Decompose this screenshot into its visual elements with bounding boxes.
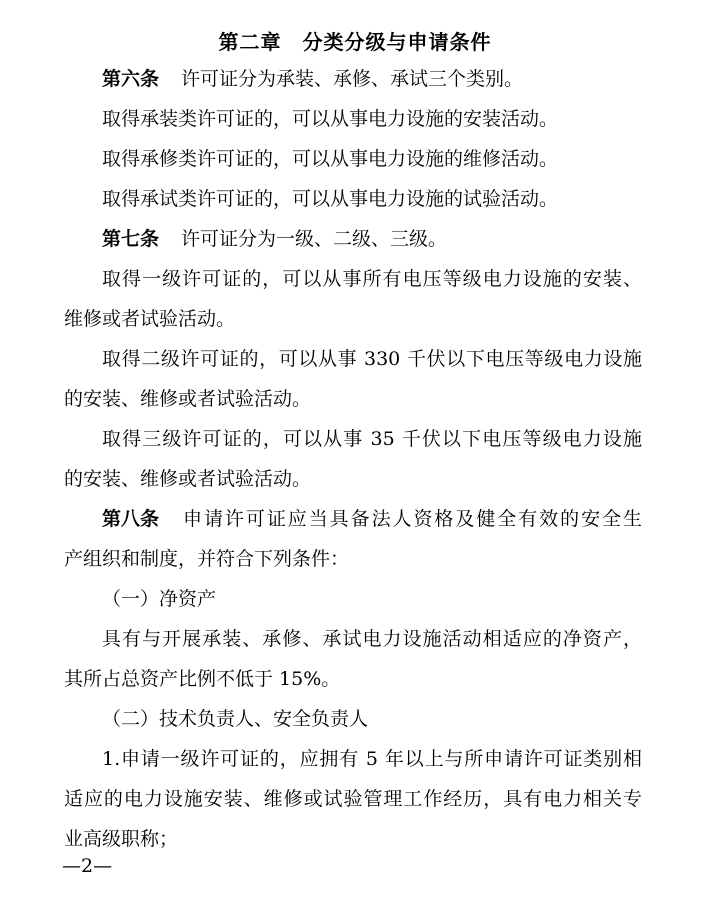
article-8-item-1-heading: （一）净资产 — [102, 588, 217, 610]
page-number: —2— — [62, 855, 113, 877]
article-7-paragraph-2-line-2: 的安装、维修或者试验活动。 — [64, 388, 312, 410]
article-6-paragraph-2: 取得承修类许可证的，可以从事电力设施的维修活动。 — [102, 148, 559, 170]
article-7-line — [102, 225, 447, 253]
article-6-paragraph-1: 取得承装类许可证的，可以从事电力设施的安装活动。 — [102, 108, 559, 130]
article-7-paragraph-1-line-2: 维修或者试验活动。 — [64, 308, 236, 330]
article-8-item-2-heading: （二）技术负责人、安全负责人 — [102, 708, 369, 730]
article-8-item-2-line-1: 1.申请一级许可证的，应拥有 5 年以上与所申请许可证类别相 — [102, 748, 642, 770]
article-7-paragraph-1-line-1: 取得一级许可证的，可以从事所有电压等级电力设施的安装、 — [102, 268, 642, 290]
article-6-line — [102, 65, 523, 93]
article-8-item-2-line-3: 业高级职称； — [64, 828, 179, 850]
article-8-item-1-line-2: 其所占总资产比例不低于 15%。 — [64, 668, 341, 690]
article-7-paragraph-3-line-2: 的安装、维修或者试验活动。 — [64, 468, 312, 490]
article-6-paragraph-3: 取得承试类许可证的，可以从事电力设施的试验活动。 — [102, 188, 559, 210]
article-6-label: 第六条 — [102, 68, 160, 90]
article-8-label: 第八条 — [102, 508, 160, 530]
article-6-text: 许可证分为承装、承修、承试三个类别。 — [181, 68, 524, 90]
article-7-label: 第七条 — [102, 228, 160, 250]
article-8-item-2-line-2: 适应的电力设施安装、维修或试验管理工作经历，具有电力相关专 — [64, 788, 642, 810]
chapter-title: 第二章 分类分级与申请条件 — [218, 30, 492, 54]
article-7-paragraph-3-line-1: 取得三级许可证的，可以从事 35 千伏以下电压等级电力设施 — [102, 428, 642, 450]
article-7-paragraph-2-line-1: 取得二级许可证的，可以从事 330 千伏以下电压等级电力设施 — [102, 348, 642, 370]
article-8-text-line-1: 申请许可证应当具备法人资格及健全有效的安全生 — [183, 508, 642, 530]
article-8-item-1-line-1: 具有与开展承装、承修、承试电力设施活动相适应的净资产， — [102, 628, 642, 650]
article-7-text: 许可证分为一级、二级、三级。 — [181, 228, 448, 250]
article-8-text-line-2: 产组织和制度，并符合下列条件： — [64, 548, 350, 570]
article-8-line-1 — [102, 505, 642, 533]
